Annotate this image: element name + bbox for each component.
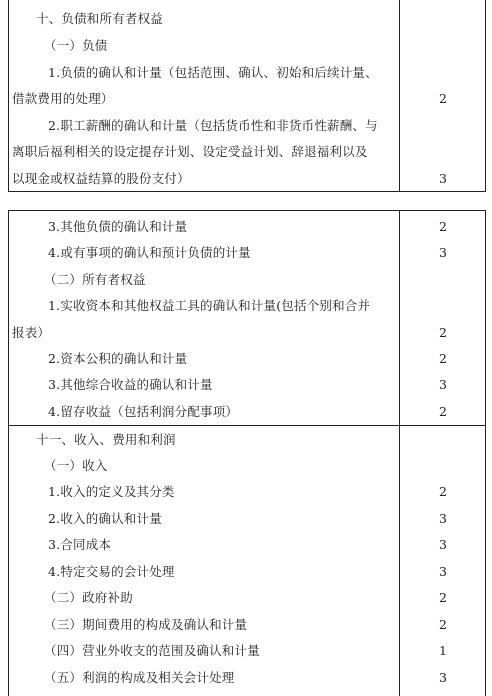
- topic-text: 4.留存收益（包括利润分配事项）: [48, 404, 239, 419]
- hours-value: 3: [439, 564, 447, 579]
- topic-text-continued: 报表）: [12, 325, 51, 340]
- section-heading: 十一、收入、费用和利润: [36, 432, 176, 447]
- topic-text: 2.资本公积的确认和计量: [48, 351, 188, 366]
- topic-text-continued: 以现金或权益结算的股份支付）: [12, 171, 190, 186]
- syllabus-table-bottom: [8, 210, 486, 696]
- topic-text: 4.或有事项的确认和预计负债的计量: [48, 245, 251, 260]
- hours-value: 2: [439, 484, 447, 499]
- hours-value: 3: [439, 537, 447, 552]
- topic-text: 1.实收资本和其他权益工具的确认和计量(包括个别和合并: [48, 298, 371, 313]
- hours-value: 2: [439, 617, 447, 632]
- subsection-heading: （五）利润的构成及相关会计处理: [44, 670, 235, 685]
- topic-text: 2.收入的确认和计量: [48, 511, 162, 526]
- hours-value: 2: [439, 351, 447, 366]
- hours-value: 3: [439, 377, 447, 392]
- section-separator: [8, 425, 486, 426]
- hours-value: 3: [439, 670, 447, 685]
- hours-value: 2: [439, 590, 447, 605]
- topic-text: 3.其他负债的确认和计量: [48, 219, 188, 234]
- subsection-heading: （一）负债: [44, 38, 108, 53]
- section-heading: 十、负债和所有者权益: [36, 11, 164, 26]
- hours-value: 2: [439, 91, 447, 106]
- subsection-heading: （四）营业外收支的范围及确认和计量: [44, 643, 260, 658]
- subsection-heading: （一）收入: [44, 458, 108, 473]
- hours-value: 2: [439, 219, 447, 234]
- subsection-heading: （二）所有者权益: [44, 272, 146, 287]
- topic-text: 3.合同成本: [48, 537, 112, 552]
- hours-value: 3: [439, 245, 447, 260]
- topic-text: 1.收入的定义及其分类: [48, 484, 175, 499]
- hours-value: 2: [439, 404, 447, 419]
- subsection-heading: （二）政府补助: [44, 590, 133, 605]
- topic-text-continued: 借款费用的处理）: [12, 91, 114, 106]
- hours-value: 3: [439, 171, 447, 186]
- topic-text: 3.其他综合收益的确认和计量: [48, 377, 213, 392]
- topic-text: 2.职工薪酬的确认和计量（包括货币性和非货币性薪酬、与: [48, 118, 378, 133]
- table-border-left: [8, 0, 9, 192]
- syllabus-table-top: [8, 0, 486, 192]
- topic-text-continued: 离职后福利相关的设定提存计划、设定受益计划、辞退福利以及: [12, 144, 368, 159]
- hours-value: 2: [439, 325, 447, 340]
- table-bottom-border: [8, 191, 486, 192]
- table-border-left: [8, 210, 9, 696]
- table-top-border: [8, 210, 486, 211]
- hours-value: 1: [439, 643, 447, 658]
- topic-text: 4.特定交易的会计处理: [48, 564, 175, 579]
- hours-value: 3: [439, 511, 447, 526]
- subsection-heading: （三）期间费用的构成及确认和计量: [44, 617, 248, 632]
- topic-text: 1.负债的确认和计量（包括范围、确认、初始和后续计量、: [48, 65, 378, 80]
